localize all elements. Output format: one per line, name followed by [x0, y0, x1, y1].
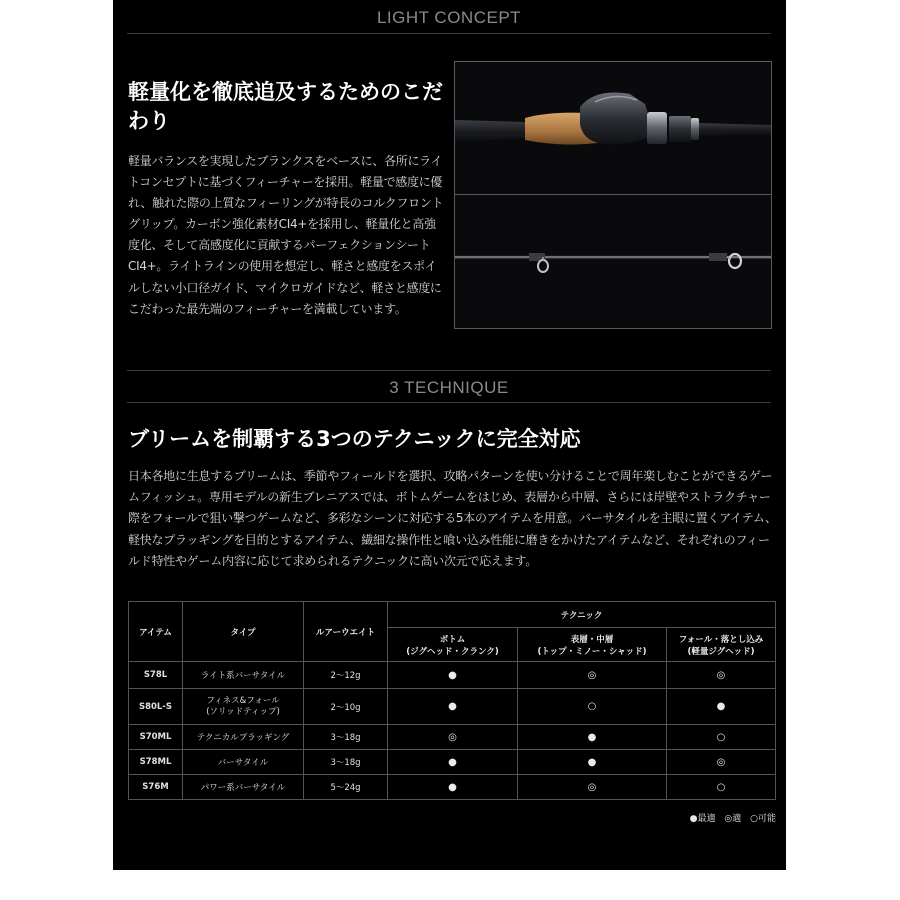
header-item: アイテム — [129, 602, 183, 662]
rod-detail-images — [454, 61, 772, 329]
row-lure-weight: 5〜24g — [304, 775, 388, 800]
table-row — [129, 689, 776, 725]
legend-ok: ○可能 — [750, 814, 776, 824]
legend-best: ●最適 — [689, 814, 716, 824]
row-item: S80L-S — [129, 689, 183, 725]
section1-body: 軽量バランスを実現したブランクスをベースに、各所にライトコンセプトに基づくフィーチャーを採用。軽量で感度に優れ、触れた際の上質なフィーリングが特長のコルクフロントグリップ。カーボン強化素材CI4+を採用し、軽量化と高強度化、そして高感度化に貢献するパーフェクションシートCI4+。ライトラインの使用を想定し、軽さと感度をスポイルしない小口径ガイド、マイクロガイドなど、軽さと感度にこだわった最先端のフィーチャーを満載しています。 — [128, 154, 444, 316]
row-type: ライト系バーサタイル — [183, 662, 304, 689]
header-bottom: ボトム (ジグヘッド・クランク) — [388, 628, 518, 662]
row-item: S78ML — [129, 750, 183, 775]
row-bottom-rating: ● — [388, 689, 518, 725]
row-item: S76M — [129, 775, 183, 800]
table-row — [129, 750, 776, 775]
light-concept-heading-text: LIGHT CONCEPT — [376, 8, 522, 27]
technique-heading-text: 3 TECHNIQUE — [389, 378, 509, 397]
cork-grip-reel-seat-photo — [455, 62, 771, 194]
header-type: タイプ — [183, 602, 304, 662]
micro-guide-photo — [455, 195, 771, 328]
row-surface-rating: ● — [518, 725, 667, 750]
row-fall-rating: ◎ — [667, 750, 776, 775]
section2-title: ブリームを制覇する3つのテクニックに完全対応 — [128, 427, 581, 451]
table-row — [129, 775, 776, 800]
row-surface-rating: ◎ — [518, 775, 667, 800]
row-type: フィネス&フォール (ソリッドティップ) — [183, 689, 304, 725]
section1-title: 軽量化を徹底追及するためのこだわり — [128, 80, 443, 133]
legend-good: ◎適 — [724, 814, 742, 824]
row-item: S78L — [129, 662, 183, 689]
row-surface-rating: ● — [518, 750, 667, 775]
header-fall: フォール・落とし込み (軽量ジグヘッド) — [667, 628, 776, 662]
row-type: パワー系バーサタイル — [183, 775, 304, 800]
light-concept-heading — [127, 0, 771, 30]
header-technique: テクニック — [388, 602, 776, 628]
header-surface-mid: 表層・中層 (トップ・ミノー・シャッド) — [518, 628, 667, 662]
row-bottom-rating: ● — [388, 750, 518, 775]
section2-body: 日本各地に生息するブリームは、季節やフィールドを選択、攻略パターンを使い分けることで周年楽しむことができるゲームフィッシュ。専用モデルの新生ブレニアスでは、ボトムゲームをはじめ、表層から中層、さらには岸壁やストラクチャー際をフォールで狙い撃つゲームなど、多彩なシーンに対応する5本のアイテムを用意。バーサタイルを主眼に置くアイテム、軽快なプラッギングを目的とするアイテム、繊細な操作性と喰い込み性能に磨きをかけたアイテムなど、それぞれのフィールド特性やゲーム内容に応じて求められるテクニックに高い次元で応えます。 — [128, 469, 777, 568]
row-fall-rating: ○ — [667, 725, 776, 750]
rod-spec-table — [128, 601, 776, 800]
row-bottom-rating: ● — [388, 662, 518, 689]
row-bottom-rating: ◎ — [388, 725, 518, 750]
row-surface-rating: ◎ — [518, 662, 667, 689]
row-type: テクニカルプラッギング — [183, 725, 304, 750]
row-lure-weight: 2〜12g — [304, 662, 388, 689]
row-fall-rating: ● — [667, 689, 776, 725]
row-lure-weight: 2〜10g — [304, 689, 388, 725]
content-panel — [113, 0, 786, 870]
row-type: バーサタイル — [183, 750, 304, 775]
row-fall-rating: ◎ — [667, 662, 776, 689]
row-surface-rating: ○ — [518, 689, 667, 725]
table-row — [129, 662, 776, 689]
row-lure-weight: 3〜18g — [304, 725, 388, 750]
rating-legend — [684, 811, 776, 824]
row-bottom-rating: ● — [388, 775, 518, 800]
table-row — [129, 725, 776, 750]
technique-heading — [127, 370, 771, 400]
row-fall-rating: ○ — [667, 775, 776, 800]
row-lure-weight: 3〜18g — [304, 750, 388, 775]
row-item: S70ML — [129, 725, 183, 750]
header-lure-weight: ルアーウエイト — [304, 602, 388, 662]
